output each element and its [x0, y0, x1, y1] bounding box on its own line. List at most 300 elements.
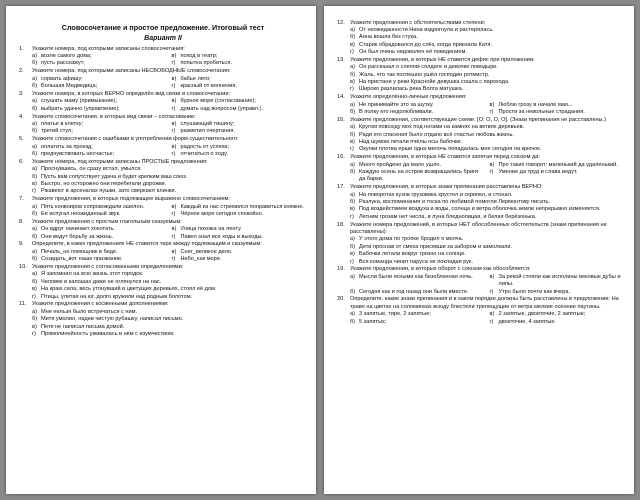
option-text: За рекой стояли как исполины вековые дубы и липы. [498, 273, 621, 288]
question-text: Укажите предложения с косвенными дополнениями: [32, 301, 169, 308]
option-letter: г) [489, 288, 494, 295]
question-item [337, 266, 625, 296]
option-letter: а) [32, 53, 37, 60]
question-text: Укажите словосочетания, в которых вид связи – согласование: [32, 113, 196, 120]
option-text: Не принимайте это за шутку. [359, 101, 434, 108]
option-text: Петя не написал письма домой. [41, 323, 125, 330]
option-text: думать над вопросом (управл.). [180, 105, 264, 112]
option-letter: б) [350, 243, 356, 250]
question-text: Укажите определённо-личные предложения: [350, 94, 467, 101]
answer-option [32, 144, 168, 151]
option-letter: а) [32, 75, 37, 82]
answer-option [490, 311, 626, 318]
option-text: Дети проснав от смеха присевши за забором и замолкали. [359, 243, 513, 250]
question-text: Укажите предложения с обстоятельствами степени: [350, 19, 486, 26]
option-text: Снег_великое дело. [180, 248, 233, 255]
answer-option [32, 271, 307, 278]
option-text: слушающий тишину; [180, 120, 235, 127]
answer-option [490, 289, 626, 296]
option-letter: а) [32, 271, 37, 278]
option-text: Ржавеют в арсеналах пушки, зато сверкают клинки. [41, 188, 176, 195]
option-letter: б) [350, 131, 356, 138]
answer-option [172, 144, 308, 151]
question-text: Укажите номера предложений, в которых НЕТ обособленных обстоятельств (знаки препинания не расставлены): [350, 221, 607, 235]
answer-option [490, 162, 626, 169]
option-letter: а) [32, 226, 37, 233]
option-letter: г) [171, 128, 176, 135]
question-text: Укажите предложения, в которых оборот с союзом как обособляется: [350, 266, 531, 273]
page-left [6, 6, 316, 494]
question-number: 10. [19, 264, 27, 271]
option-text: возле самого дома; [41, 53, 92, 60]
option-text: Он был очень недоволен её поведением. [359, 49, 467, 55]
answer-option [350, 274, 486, 289]
question-header [19, 114, 307, 121]
option-letter: б) [32, 60, 38, 67]
option-letter: в) [171, 248, 177, 255]
option-text: Над шумом летали пчёлы осы бабочки. [359, 139, 463, 145]
answer-options [337, 311, 625, 326]
answer-option [350, 192, 625, 199]
option-text: Много пройдено да мало ушло. [359, 161, 442, 168]
answer-option [32, 234, 168, 241]
option-letter: г) [350, 213, 354, 220]
answer-option [32, 331, 307, 338]
option-letter: г) [171, 233, 176, 240]
answer-option [172, 106, 308, 113]
answer-option [172, 151, 308, 158]
answer-options [337, 236, 625, 266]
question-item [19, 264, 307, 301]
option-text: От неожиданности Нина вздрогнула и растерялась. [359, 26, 494, 33]
answer-options [19, 309, 307, 339]
option-letter: б) [350, 288, 356, 295]
answer-option [350, 49, 625, 56]
question-number: 19. [337, 266, 345, 273]
question-header [19, 159, 307, 166]
variant-label: Вариант II [144, 34, 182, 42]
question-number: 8. [19, 218, 24, 225]
option-text: Старик обрадовался до слёз, когда приехала Катя. [359, 41, 492, 48]
option-letter: а) [32, 143, 37, 150]
option-letter: в) [171, 53, 177, 60]
question-header [19, 241, 307, 248]
answer-options [19, 53, 307, 68]
option-letter: в) [350, 251, 355, 258]
option-text: На краю села, весь утонувший в цветущих деревьях, стоял её дом. [41, 286, 217, 293]
option-letter: а) [350, 236, 355, 243]
option-letter: в) [171, 75, 177, 82]
answer-option [350, 169, 486, 184]
question-item [337, 296, 625, 326]
option-text: предчувствовать несчастье; [41, 150, 115, 157]
answer-options [337, 162, 625, 184]
option-text: выбрать удачно (управление); [41, 105, 120, 112]
question-item [19, 136, 307, 158]
answer-options [19, 98, 307, 113]
option-text: Ее испугал неожиданный звук. [41, 210, 121, 217]
question-item [19, 301, 307, 338]
question-number: 15. [337, 116, 345, 123]
option-text: Про таких говорят: маленький да удаленький. [498, 161, 618, 168]
option-text: Окунки плотва ерши одна мелочь попадалась мне сегодня на крючок. [359, 146, 542, 153]
option-text: Созидать_вот наше призвание. [41, 256, 123, 263]
answer-option [490, 102, 626, 109]
option-letter: а) [350, 191, 355, 198]
answer-option [350, 64, 625, 71]
question-text: Укажите предложения, в которых НЕ ставится дефис при приложении: [350, 56, 535, 63]
question-text: Укажите предложения, в которых знаки препинания расставлены ВЕРНО: [350, 184, 543, 191]
answer-option [32, 76, 168, 83]
option-letter: в) [171, 226, 177, 233]
option-letter: г) [171, 210, 176, 217]
option-letter: а) [350, 64, 355, 71]
question-item [337, 222, 625, 266]
question-number: 17. [337, 184, 345, 191]
test-title: Словосочетание и простое предложение. Итоговый тест [61, 23, 265, 32]
question-item [337, 184, 625, 221]
question-number: 14. [337, 94, 345, 101]
answer-option [32, 309, 307, 316]
option-letter: а) [350, 161, 355, 168]
question-text: Укажите номера, в которых ВЕРНО определён вид связи в словосочетании: [32, 90, 231, 97]
option-text: 2 запятые, двоеточие, 2 запятые; [498, 311, 586, 318]
answer-option [32, 174, 307, 181]
option-text: красный от волнения. [180, 83, 238, 90]
answer-options [337, 27, 625, 57]
option-letter: в) [350, 41, 355, 48]
option-letter: в) [489, 273, 495, 280]
question-header [337, 222, 625, 237]
option-text: Летним грозам нет числа, и луна бледнолицая, и белая берёзонька. [359, 213, 537, 220]
option-letter: а) [350, 273, 355, 280]
answer-options [19, 204, 307, 219]
answer-option [32, 324, 307, 331]
answer-options [19, 166, 307, 196]
answer-option [32, 204, 168, 211]
answer-option [32, 60, 168, 67]
option-letter: в) [171, 203, 177, 210]
option-text: радость от успеха; [180, 143, 229, 150]
option-letter: г) [32, 330, 36, 337]
option-text: Птицы, улетая на юг, долго кружили над родным болотом. [41, 293, 193, 300]
option-letter: г) [350, 86, 354, 93]
option-text: Печаль_не помощник в беде. [41, 248, 118, 255]
option-letter: б) [32, 316, 38, 323]
option-letter: а) [32, 98, 37, 105]
answer-option [172, 211, 308, 218]
question-header [337, 296, 625, 311]
option-letter: в) [350, 206, 355, 213]
answer-option [350, 244, 625, 251]
answer-option [172, 83, 308, 90]
option-letter: б) [350, 199, 356, 205]
question-header [19, 68, 307, 75]
question-item [19, 159, 307, 196]
option-letter: б) [32, 128, 38, 135]
answer-option [172, 76, 308, 83]
answer-option [172, 60, 308, 67]
question-header [337, 117, 625, 124]
option-letter: б) [350, 71, 356, 78]
answer-options [337, 274, 625, 296]
option-text: Анна вошла без стука. [359, 34, 418, 41]
option-letter: г) [350, 146, 354, 153]
option-letter: г) [171, 256, 176, 263]
option-text: Улица похожа на ленту. [180, 226, 242, 233]
answer-options [19, 226, 307, 241]
questions-column-right [337, 20, 625, 326]
option-letter: б) [350, 109, 356, 115]
answer-option [350, 319, 486, 326]
question-header [19, 46, 307, 53]
option-text: Жаль, что так поспешно ушёл господин ротмистр. [359, 71, 490, 78]
question-text: Укажите номера, под которыми записаны словосочетания: [32, 45, 185, 52]
option-text: Я запомнил на всю жизнь этот городок. [41, 271, 144, 278]
option-letter: в) [350, 79, 355, 85]
option-text: Они ведут борьбу за жизнь. [41, 233, 114, 240]
option-text: 3 запятые, тире, 2 запятые; [359, 311, 431, 318]
option-text: Умение да труд и слава ведут. [498, 169, 578, 175]
option-text: пусть расскажут; [41, 60, 85, 67]
option-letter: б) [32, 278, 38, 285]
question-header [337, 94, 625, 101]
question-header [337, 20, 625, 27]
question-item [19, 68, 307, 90]
question-header [337, 266, 625, 273]
question-header [19, 136, 307, 143]
question-text: Определите, в каких предложениях НЕ ставится тире между подлежащим и сказуемым: [32, 241, 262, 248]
option-letter: б) [32, 256, 38, 263]
option-letter: а) [350, 26, 355, 33]
option-letter: г) [32, 293, 36, 300]
answer-option [350, 214, 625, 221]
answer-option [350, 206, 625, 213]
question-number: 2. [19, 68, 24, 75]
option-text: отчитаться о ходу. [180, 150, 228, 157]
option-letter: б) [32, 233, 38, 240]
option-letter: в) [489, 101, 495, 108]
question-header [19, 301, 307, 308]
question-header [19, 196, 307, 203]
option-letter: в) [171, 120, 177, 127]
answer-option [350, 259, 625, 266]
answer-option [350, 109, 486, 116]
question-header [337, 184, 625, 191]
option-letter: г) [489, 169, 494, 175]
answer-options [337, 102, 625, 117]
question-number: 11. [19, 301, 27, 308]
answer-option [32, 316, 307, 323]
question-text: Укажите предложения, соответствующие схеме: [О: О, О, О]. (Знаки препинания не расставлены.) [350, 116, 606, 123]
option-letter: б) [350, 169, 356, 175]
question-number: 20. [337, 296, 345, 303]
option-letter: в) [171, 143, 177, 150]
option-text: На поворотах кузов грузовика хрустел и скрипел, и стонал. [359, 191, 513, 198]
question-number: 3. [19, 90, 24, 97]
question-text: Укажите предложения с простым глагольным сказуемым: [32, 218, 182, 225]
option-letter: в) [489, 311, 495, 318]
question-number: 1. [19, 45, 24, 52]
answer-option [350, 27, 625, 34]
option-text: Разлука, воспоминания и тоска по любимой помогли Лермонтову писать. [359, 199, 550, 205]
answer-option [32, 249, 168, 256]
answer-option [32, 181, 307, 188]
option-text: Пусть вам сопутствует удача и будет крепким ваш союз. [41, 173, 188, 180]
option-text: Широко разлилась река Волга матушка. [359, 86, 464, 93]
answer-option [350, 124, 625, 131]
answer-option [490, 274, 626, 289]
answer-option [350, 146, 625, 153]
answer-option [350, 251, 625, 258]
option-text: В полку его недолюбливали. [359, 109, 434, 115]
questions-column-left [19, 46, 307, 339]
option-text: Митя умолил, надев чистую рубашку, написал письмо. [41, 316, 184, 323]
option-letter: а) [350, 311, 355, 318]
answer-option [32, 106, 168, 113]
question-header [337, 154, 625, 161]
option-text: сорвать афишу; [41, 75, 83, 82]
option-text: Прости за невольные страдания. [498, 109, 585, 115]
option-letter: в) [350, 139, 355, 145]
answer-option [32, 83, 168, 90]
option-text: Мысли были ясными как безоблачная ночь. [359, 273, 473, 280]
option-letter: г) [32, 188, 36, 195]
option-letter: г) [489, 109, 494, 115]
question-item [19, 219, 307, 241]
answer-option [172, 234, 308, 241]
option-letter: а) [32, 308, 37, 315]
answer-option [32, 98, 168, 105]
option-text: Ради его спасения было отдано всё счастье любовь жизнь. [359, 131, 514, 138]
answer-options [337, 192, 625, 222]
question-header [19, 264, 307, 271]
option-letter: г) [171, 83, 176, 90]
answer-option [350, 79, 625, 86]
option-text: Пять конвоиров сопровождали эшелон. [41, 203, 145, 210]
option-text: Чёрное море сегодня спокойно. [180, 210, 264, 217]
option-letter: г) [350, 258, 354, 265]
option-text: Прямолинейность уживалась в нём с изумчеством. [41, 330, 175, 337]
answer-options [337, 124, 625, 154]
option-text: оплатить за проезд; [41, 143, 93, 150]
answer-option [490, 169, 626, 184]
option-letter: г) [350, 49, 354, 55]
option-text: разметил очертания. [180, 128, 235, 135]
question-text: Укажите предложения, в которых подлежащее выражено словосочетанием: [32, 196, 230, 203]
option-letter: б) [32, 150, 38, 157]
question-item [19, 196, 307, 218]
option-letter: г) [171, 60, 176, 67]
option-text: слушать маму (примыкание); [41, 98, 117, 105]
option-text: третий стул; [41, 128, 73, 135]
option-text: Большая Медведица; [41, 83, 98, 90]
option-text: Небо_как море. [180, 256, 222, 263]
question-text: Укажите предложения с согласованными определениями: [32, 264, 184, 271]
question-number: 9. [19, 241, 24, 248]
answer-options [337, 64, 625, 94]
option-text: попытка пробиться. [180, 60, 232, 67]
question-header [19, 219, 307, 226]
option-letter: а) [32, 166, 37, 173]
answer-option [350, 139, 625, 146]
question-item [337, 20, 625, 57]
question-number: 12. [337, 19, 345, 26]
answer-option [32, 53, 168, 60]
option-letter: б) [32, 83, 38, 90]
question-number: 18. [337, 221, 345, 228]
answer-option [172, 98, 308, 105]
question-text: Определите, какие знаки препинания и в каком порядке должны быть расставлены в предложении: На траве на цветах на соломинках всюду блестели трепещущие от ветра мелкие осенние паутины. [350, 296, 619, 310]
option-text: Мне нельзя было встречаться с ним. [41, 308, 137, 315]
option-letter: б) [32, 105, 38, 112]
option-letter: а) [32, 203, 37, 210]
option-text: Проснувшись, он сразу встал, умылся. [41, 166, 142, 173]
answer-option [32, 151, 168, 158]
option-letter: б) [32, 173, 38, 180]
option-text: Люблю грозу в начале мая... [498, 101, 573, 108]
question-text: Укажите номера, под которыми записаны НЕСВОБОДНЫЕ словосочетания: [32, 68, 231, 75]
option-text: двоеточие, 4 запятые. [498, 318, 557, 325]
answer-option [32, 226, 168, 233]
question-item [337, 117, 625, 154]
question-item [19, 241, 307, 263]
answer-option [172, 226, 308, 233]
question-number: 4. [19, 113, 24, 120]
question-item [19, 46, 307, 68]
answer-option [32, 211, 168, 218]
page-right [324, 6, 634, 494]
option-letter: а) [350, 101, 355, 108]
option-letter: в) [32, 323, 37, 330]
option-letter: а) [32, 248, 37, 255]
option-text: Павел знал все ходы и выходы. [180, 233, 264, 240]
answer-option [490, 109, 626, 116]
option-letter: в) [489, 161, 495, 168]
option-text: бабье лето; [180, 75, 211, 82]
option-text: Сегодня как и год назад они были вместе. [359, 288, 469, 295]
question-number: 5. [19, 136, 24, 143]
question-number: 16. [337, 154, 345, 161]
option-letter: в) [171, 98, 177, 105]
answer-options [19, 121, 307, 136]
option-text: Вся команда чинит паруса не покладая рук. [359, 258, 474, 265]
answer-option [172, 256, 308, 263]
option-letter: г) [171, 105, 176, 112]
option-text: Под воздействием воздуха и воды, солнца и ветра оболочка земли непрерывно изменяется. [359, 206, 601, 213]
answer-options [19, 76, 307, 91]
answer-option [32, 188, 307, 195]
question-item [19, 91, 307, 113]
answer-option [350, 102, 486, 109]
answer-option [172, 204, 308, 211]
answer-option [350, 311, 486, 318]
option-text: На пристани у реки Краснойе девушка сошла с парохода. [359, 79, 510, 85]
option-letter: в) [32, 180, 37, 187]
option-text: Утро было почти как вчера. [498, 288, 570, 295]
answer-option [350, 72, 625, 79]
answer-options [19, 144, 307, 159]
option-letter: б) [32, 210, 38, 217]
answer-option [32, 166, 307, 173]
option-text: Он вдруг начинает хохотать. [41, 226, 115, 233]
option-text: Он рассказал о слепом солдате и девочке поводыре. [359, 64, 498, 71]
option-letter: а) [350, 124, 355, 131]
option-text: 5 запятых; [359, 318, 387, 325]
question-header [19, 91, 307, 98]
answer-option [172, 249, 308, 256]
answer-option [350, 162, 486, 169]
